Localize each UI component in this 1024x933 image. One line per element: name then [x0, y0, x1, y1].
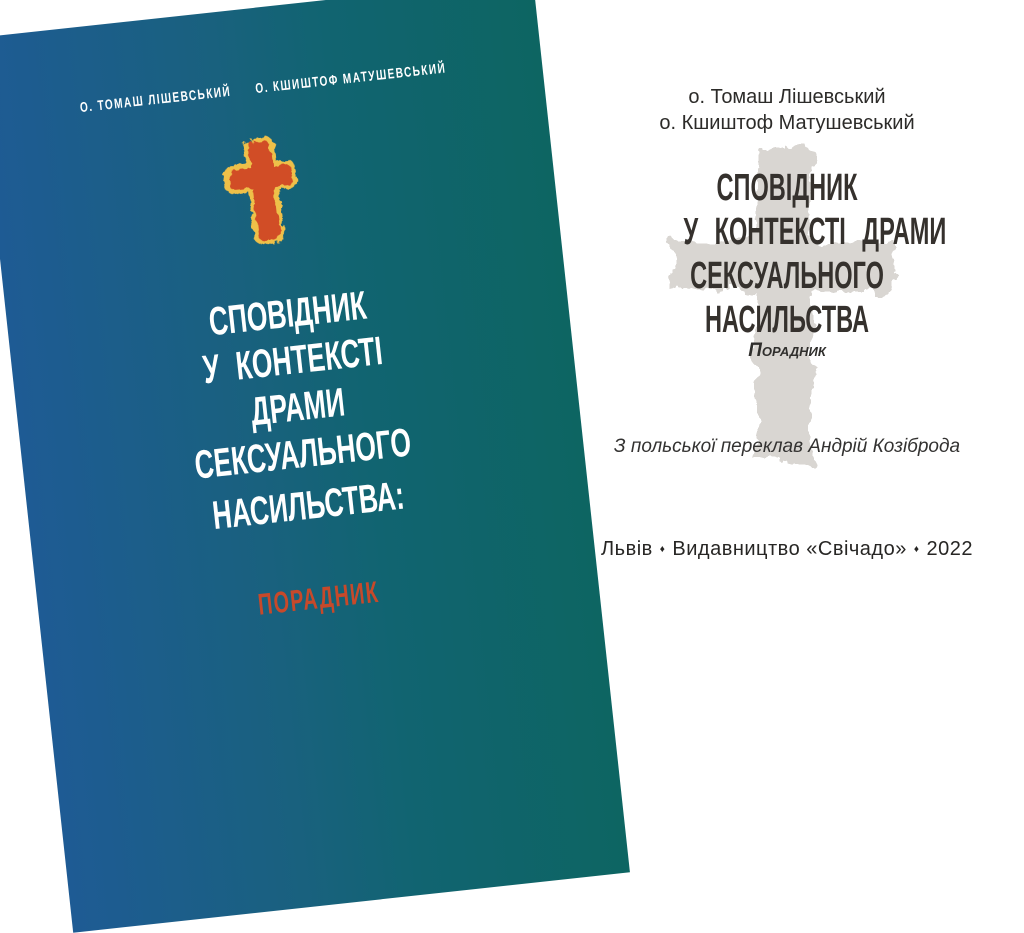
- titlepage-title: [683, 166, 947, 342]
- cover-author-2: О. КШИШТОФ МАТУШЕВСЬКИЙ: [254, 59, 447, 97]
- imprint-line: [590, 538, 984, 561]
- diamond-separator-icon: ♦: [913, 544, 920, 555]
- titlepage-title-line: СПОВІДНИК: [716, 167, 858, 209]
- translator-line: З польської переклав Андрій Козіброда: [613, 436, 961, 457]
- cover-title-line: СЕКСУАЛЬНОГО: [192, 420, 414, 488]
- cover-title-line: У КОНТЕКСТІ: [200, 329, 385, 393]
- titlepage-title-line: У КОНТЕКСТІ ДРАМИ: [683, 211, 947, 253]
- titlepage-subtitle: Порадник: [748, 340, 826, 361]
- cover-subtitle: ПОРАДНИК: [256, 575, 381, 622]
- cover-title-line: НАСИЛЬСТВА:: [210, 473, 407, 539]
- titlepage-author-1: о. Томаш Лішевський: [688, 86, 886, 108]
- cover-author-1: О. ТОМАШ ЛІШЕВСЬКИЙ: [79, 82, 232, 116]
- titlepage-author-2: о. Кшиштоф Матушевський: [659, 112, 915, 134]
- cover-title-line: ДРАМИ: [248, 380, 347, 435]
- cover-title-line: СПОВІДНИК: [206, 283, 369, 345]
- titlepage-authors: [620, 84, 954, 136]
- imprint-publisher: Видавництво «Свічадо»: [672, 538, 907, 560]
- titlepage-title-line: НАСИЛЬСТВА: [705, 299, 869, 341]
- titlepage-title-line: СЕКСУАЛЬНОГО: [690, 255, 884, 297]
- diamond-separator-icon: ♦: [659, 544, 666, 555]
- imprint-city: Львів: [601, 538, 653, 560]
- imprint-year: 2022: [926, 538, 973, 560]
